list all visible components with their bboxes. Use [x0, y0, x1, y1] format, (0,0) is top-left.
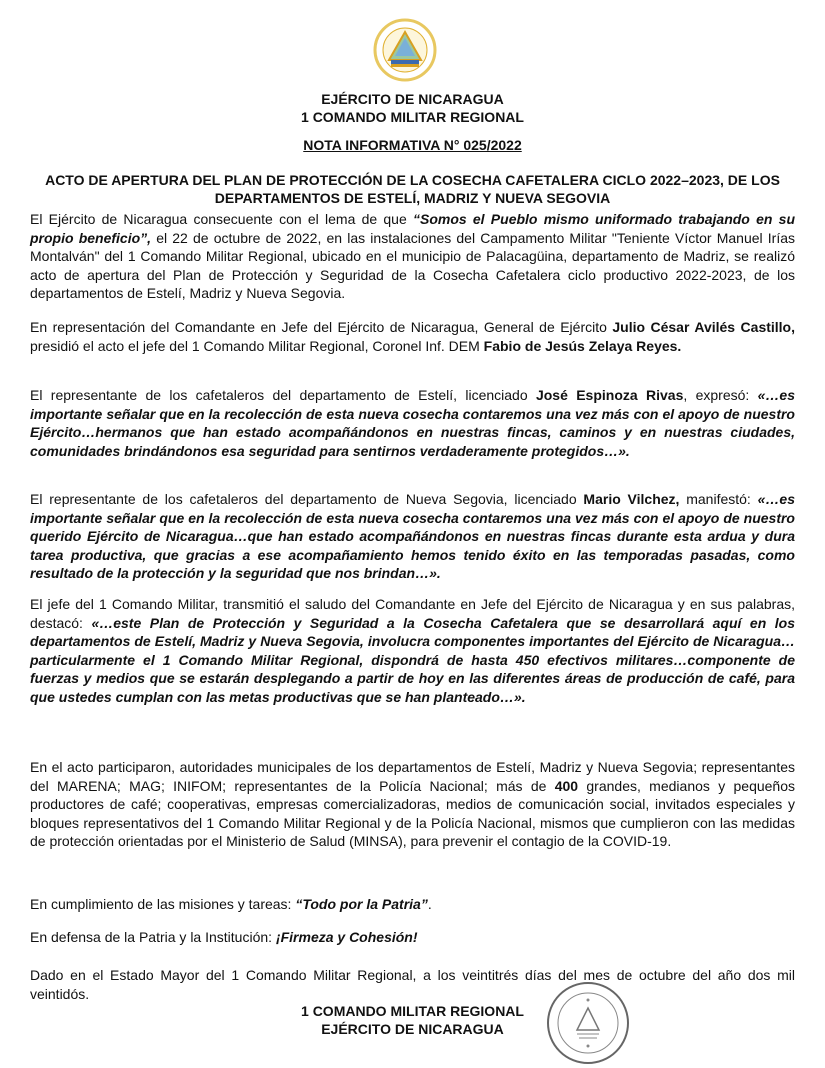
- document-title: ACTO DE APERTURA DEL PLAN DE PROTECCIÓN DE LA COSECHA CAFETALERA CICLO 2022–2023, DE LOS DEPARTAMENTOS DE ESTELÍ, MADRIZ Y NUEVA SEGOVIA: [45, 172, 780, 206]
- signature-army: EJÉRCITO DE NICARAGUA: [321, 1021, 504, 1037]
- paragraph-motto-firmeza: En defensa de la Patria y la Institución: ¡Firmeza y Cohesión!: [30, 929, 418, 945]
- paragraph-participants: En el acto participaron, autoridades municipales de los departamentos de Estelí, Madriz y Nueva Segovia; representantes del MARENA; MAG; INIFOM; representantes de la Policía Nacional; más de 400 grandes, medianos y pequeños productores de café; cooperativas, empresas comercializadoras, medios de comunicación social, invitados especiales y bloques representativos del 1 Comando Militar Regional y de la Policía Nacional, mismos que cumplieron con las medidas de protección orientadas por el Ministerio de Salud (MINSA), para prevenir el contagio de la COVID-19.: [30, 759, 795, 849]
- document-number: NOTA INFORMATIVA N° 025/2022: [303, 137, 522, 153]
- header-command-name: 1 COMANDO MILITAR REGIONAL: [301, 109, 524, 125]
- header-army-name: EJÉRCITO DE NICARAGUA: [321, 91, 504, 107]
- paragraph-opening: El Ejército de Nicaragua consecuente con el lema de que “Somos el Pueblo mismo uniformado trabajando en su propio beneficio”, el 22 de octubre de 2022, en las instalaciones del Campamento Militar "Teniente Víctor Manuel Irías Montalván" del 1 Comando Militar Regional, ubicado en el municipio de Palacagüina, departamento de Madriz, se realizó acto de apertura del Plan de Protección y Seguridad de la Cosecha Cafetalera ciclo productivo 2022-2023, de los departamentos de Estelí, Madriz y Nueva Segovia.: [30, 211, 796, 301]
- paragraph-nueva-segovia-representative: El representante de los cafetaleros del departamento de Nueva Segovia, licenciado Mario Vilchez, manifestó: «…es importante señalar que en la recolección de esta nueva cosecha contaremos una vez más con el apoyo de nuestro querido Ejército de Nicaragua…que han estado acompañándonos en nuestras fincas durante esta ardua y dura tarea productiva, que gracias a ese acompañamiento hemos tenido éxito en las temporadas pasadas, como resultado de la protección y la seguridad que nos brindan…».: [30, 491, 795, 581]
- paragraph-commander-speech: El jefe del 1 Comando Militar, transmitió el saludo del Comandante en Jefe del Ejército de Nicaragua y en sus palabras, destacó: «…este Plan de Protección y Seguridad a la Cosecha Cafetalera que se desarrollará aquí en los departamentos de Estelí, Madriz y Nueva Segovia, involucra componentes importantes del Ejército de Nicaragua…particularmente el 1 Comando Militar Regional, dispondrá de hasta 450 efectivos militares…componente de fuerzas y medios que se estarán desplegando a partir de hoy en las diferentes áreas de producción de café, para que ustedes cumplan con las metas productivas que se han planteado…».: [30, 596, 795, 705]
- paragraph-motto-patria: En cumplimiento de las misiones y tareas: “Todo por la Patria”.: [30, 896, 432, 912]
- paragraph-esteli-representative: El representante de los cafetaleros del departamento de Estelí, licenciado José Espinoza Rivas, expresó: «…es importante señalar que en la recolección de esta nueva cosecha contaremos una vez más con el apoyo de nuestro Ejército…hermanos que han estado acompañándonos en nuestras fincas, caminos y en nuestras ciudades, comunidades brindándonos esa seguridad para sentirnos verdaderamente protegidos…».: [30, 387, 795, 459]
- official-seal-icon: [545, 980, 631, 1066]
- coat-of-arms-icon: [373, 18, 437, 82]
- paragraph-dated: Dado en el Estado Mayor del 1 Comando Militar Regional, a los veintitrés días del mes de octubre del año dos mil veintidós.: [30, 967, 795, 1002]
- paragraph-representation: En representación del Comandante en Jefe del Ejército de Nicaragua, General de Ejército Julio César Avilés Castillo, presidió el acto el jefe del 1 Comando Militar Regional, Coronel Inf. DEM Fabio de Jesús Zelaya Reyes.: [30, 319, 796, 354]
- signature-command: 1 COMANDO MILITAR REGIONAL: [301, 1003, 524, 1019]
